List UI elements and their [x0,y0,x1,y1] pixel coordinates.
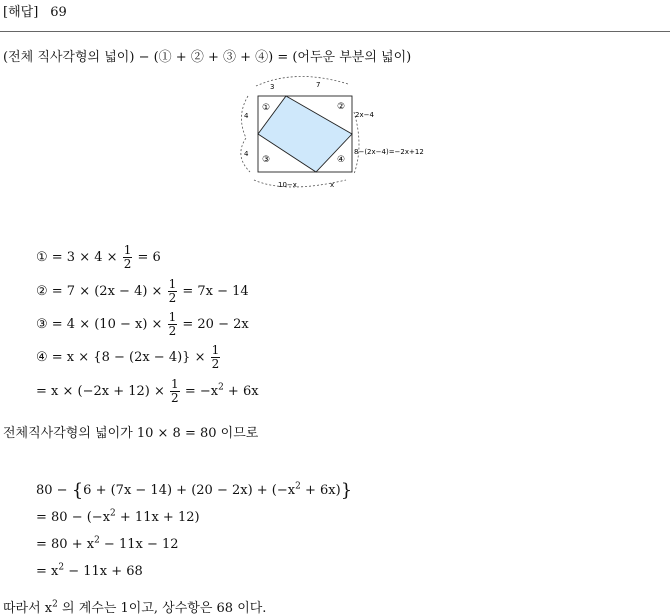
exponent: 2 [218,382,224,393]
label-right-bottom: 8−(2x−4)=−2x+12 [354,148,424,156]
equation-4b-rhs: = −x [184,384,219,399]
brace-open: { [71,480,84,501]
label-bottom-right: x [330,181,335,189]
fraction-numerator: 1 [168,310,177,324]
fraction-numerator: 1 [168,277,177,291]
fraction-half [168,311,178,338]
fraction-half [168,278,178,305]
conclusion-b: 의 계수는 1이고, 상수항은 68 이다. [57,601,267,616]
triangle-2-label: ② [337,102,346,112]
equation-3-rhs: = 20 − 2x [182,317,249,332]
fraction-denominator: 2 [171,391,179,405]
fraction-half [211,344,221,371]
exponent: 2 [58,562,65,573]
equation-3-lhs: ③ = 4 × (10 − x) × [36,317,163,332]
problem-number: 69 [50,5,67,20]
calc-line-2 [36,510,200,525]
fraction-denominator: 2 [123,257,132,271]
triangle-1-label: ① [262,103,271,113]
fraction-denominator: 2 [168,291,177,305]
equation-4b-lhs: = x × (−2x + 12) × [36,384,165,399]
equation-4b-rhs-tail: + 6x [223,384,259,399]
equation-2 [36,278,249,305]
calc-4-b: − 11x + 68 [64,564,143,579]
fraction-half [170,378,180,405]
equation-4-lhs: ④ = x × {8 − (2x − 4)} × [36,350,206,365]
calc-3-a: = 80 + x [36,537,95,552]
calc-2-b: + 11x + 12) [115,510,200,525]
answer-header [3,1,67,20]
equation-3 [36,311,249,338]
label-top-left: 3 [270,83,275,91]
exponent: 2 [295,481,301,492]
calc-1-body: 6 + (7x − 14) + (20 − 2x) + (−x [83,483,296,498]
equation-4 [36,344,221,371]
label-bottom-left: 10−x [278,181,297,189]
equation-4-continued [36,378,259,405]
calc-1-body-tail: + 6x) [300,483,341,498]
fraction-numerator: 1 [123,243,132,257]
fraction-numerator: 1 [171,377,179,391]
equation-2-lhs: ② = 7 × (2x − 4) × [36,284,163,299]
answer-label: [해답] [3,5,39,20]
label-left-top: 4 [244,112,249,120]
label-right-top: 2x−4 [355,111,374,119]
exponent: 2 [94,535,100,546]
dashed-arc-right [354,112,359,174]
brace-close: } [340,480,353,501]
calc-2-a: = 80 − (−x [36,510,111,525]
conclusion-a: 따라서 x [3,601,53,616]
triangle-4-label: ④ [337,155,346,165]
exponent: 2 [110,508,116,519]
header-divider [0,31,670,32]
calc-3-b: − 11x − 12 [99,537,179,552]
label-top-right: 7 [316,81,321,89]
rectangle-figure [236,76,436,192]
calc-4-a: = x [36,564,59,579]
fraction-denominator: 2 [211,357,220,371]
dashed-arc-left [241,96,250,172]
fraction-half [123,244,133,271]
equation-1 [36,244,161,271]
fraction-denominator: 2 [168,324,177,338]
equation-2-rhs: = 7x − 14 [182,284,249,299]
triangle-3-label: ③ [262,155,271,165]
total-area-line: 전체직사각형의 넓이가 10 × 8 = 80 이므로 [3,426,259,441]
intro-statement: (전체 직사각형의 넓이) − (① + ② + ③ + ④) = (어두운 부분의 넓이) [3,50,412,65]
calc-line-4 [36,564,143,579]
equation-1-rhs: = 6 [137,250,161,265]
exponent: 2 [52,599,58,610]
calc-line-1 [36,480,352,501]
calc-line-3 [36,537,179,552]
label-left-bottom: 4 [244,150,249,158]
calc-1-prefix: 80 − [36,483,68,498]
conclusion [3,597,266,616]
equation-1-lhs: ① = 3 × 4 × [36,250,118,265]
fraction-numerator: 1 [211,343,220,357]
